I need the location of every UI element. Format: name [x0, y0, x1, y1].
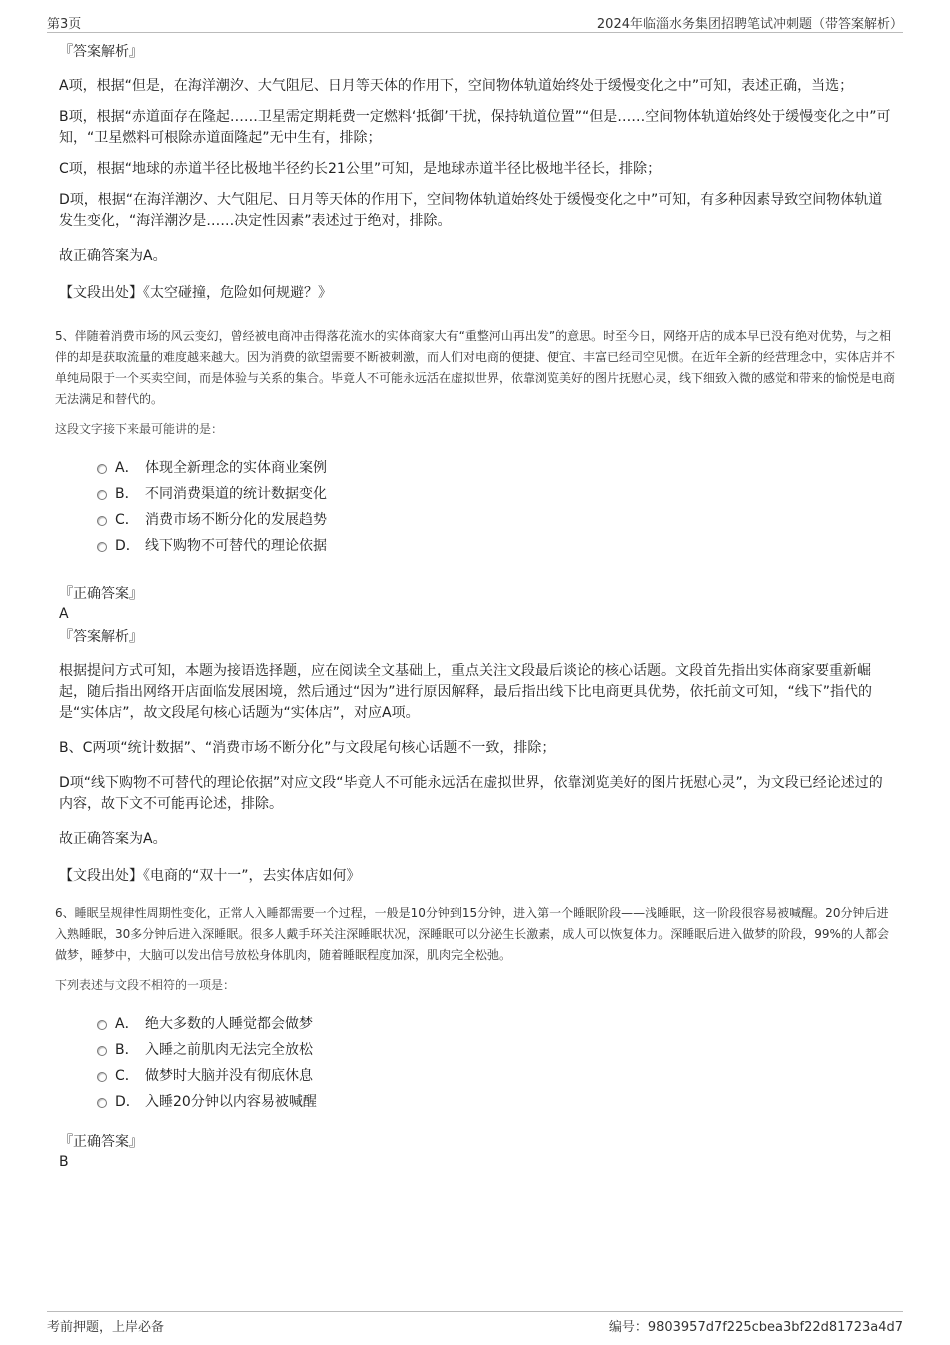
q6-prompt: 下列表述与文段不相符的一项是： [55, 978, 236, 992]
q4-analysis-c: C项，根据“地球的赤道半径比极地半径约长21公里”可知，是地球赤道半径比极地半径长，排除； [59, 161, 662, 177]
page-number: 第3页 [47, 17, 82, 32]
q4-analysis-label: 『答案解析』 [59, 44, 143, 60]
q4-analysis-b: B项，根据“赤道面存在隆起……卫星需定期耗费一定燃料‘抵御’干扰，保持轨道位置”“但是……空间物体轨道始终处于缓慢变化之中”可知，“卫星燃料可根除赤道面隆起”无中生有，排除； [59, 109, 891, 146]
radio-icon[interactable] [97, 464, 107, 474]
q5-options [95, 455, 895, 559]
q4-analysis-a: A项，根据“但是，在海洋潮汐、大气阻尼、日月等天体的作用下，空间物体轨道始终处于缓慢变化之中”可知，表述正确，当选； [59, 78, 854, 94]
q6-answer: B [59, 1154, 69, 1170]
q4-analysis-d: D项，根据“在海洋潮汐、大气阻尼、日月等天体的作用下，空间物体轨道始终处于缓慢变化之中”可知，有多种因素导致空间物体轨道发生变化，“海洋潮汐是……决定性因素”表述过于绝对，排除。 [59, 192, 883, 229]
q6-option-c[interactable]: C． 做梦时大脑并没有彻底休息 [95, 1063, 895, 1089]
radio-icon[interactable] [97, 1046, 107, 1056]
radio-icon[interactable] [97, 542, 107, 552]
q5-stem: 5、伴随着消费市场的风云变幻，曾经被电商冲击得落花流水的实体商家大有“重整河山再出发”的意思。时至今日，网络开店的成本早已没有绝对优势，与之相伴的却是获取流量的难度越来越大。因为消费的欲望需要不断被刺激，而人们对电商的便捷、便宜、丰富已经司空见惯。在近年全新的经营理念中，实体店并不单纯局限于一个买卖空间，而是体验与关系的集合。毕竟人不可能永远活在虚拟世界，依靠浏览美好的图片抚慰心灵，线下细致入微的感觉和带来的愉悦是电商无法满足和替代的。 [55, 329, 896, 406]
q6-options [95, 1011, 895, 1115]
q4-conclusion: 故正确答案为A。 [59, 248, 167, 264]
q5-analysis-bc: B、C两项“统计数据”、“消费市场不断分化”与文段尾句核心话题不一致，排除； [59, 740, 556, 756]
q5-option-d[interactable]: D． 线下购物不可替代的理论依据 [95, 533, 895, 559]
footer-slogan: 考前押题，上岸必备 [47, 1320, 165, 1335]
q5-option-a[interactable]: A． 体现全新理念的实体商业案例 [95, 455, 895, 481]
q5-conclusion: 故正确答案为A。 [59, 831, 167, 847]
q4-analysis [57, 76, 895, 267]
radio-icon[interactable] [97, 1098, 107, 1108]
q6-option-d[interactable]: D． 入睡20分钟以内容易被喊醒 [95, 1089, 895, 1115]
radio-icon[interactable] [97, 1020, 107, 1030]
q5-analysis-d: D项“线下购物不可替代的理论依据”对应文段“毕竟人不可能永远活在虚拟世界，依靠浏览美好的图片抚慰心灵”，为文段已经论述过的内容，故下文不可能再论述，排除。 [59, 775, 883, 812]
q6-option-b[interactable]: B． 入睡之前肌肉无法完全放松 [95, 1037, 895, 1063]
radio-icon[interactable] [97, 490, 107, 500]
q5-option-c[interactable]: C． 消费市场不断分化的发展趋势 [95, 507, 895, 533]
document-code: 编号：9803957d7f225cbea3bf22d81723a4d7 [608, 1320, 903, 1335]
document-body [55, 42, 895, 1175]
q4-source: 【文段出处】《太空碰撞，危险如何规避？》 [59, 285, 332, 301]
radio-icon[interactable] [97, 1072, 107, 1082]
q5-answer-label: 『正确答案』 [59, 586, 143, 602]
q6-answer-label: 『正确答案』 [59, 1134, 143, 1150]
q5-analysis-label: 『答案解析』 [59, 629, 143, 645]
page-footer [47, 1311, 903, 1334]
q5-prompt: 这段文字接下来最可能讲的是： [55, 422, 224, 436]
q6-stem: 6、睡眠呈规律性周期性变化，正常人入睡都需要一个过程，一般是10分钟到15分钟，进入第一个睡眠阶段——浅睡眠，这一阶段很容易被喊醒。20分钟后进入熟睡眠，30多分钟后进入深睡眠。很多人戴手环关注深睡眠状况，深睡眠可以分泌生长激素，成人可以恢复体力。深睡眠后进入做梦的阶段，99%的人都会做梦，睡梦中，大脑可以发出信号放松身体肌肉，随着睡眠程度加深，肌肉完全松弛。 [55, 906, 889, 962]
page-header [47, 10, 903, 33]
q5-analysis-main: 根据提问方式可知，本题为接语选择题，应在阅读全文基础上，重点关注文段最后谈论的核心话题。文段首先指出实体商家要重新崛起，随后指出网络开店面临发展困境，然后通过“因为”进行原因解释，最后指出线下比电商更具优势，依托前文可知，“线下”指代的是“实体店”，故文段尾句核心话题为“实体店”，对应A项。 [59, 663, 873, 721]
document-title: 2024年临淄水务集团招聘笔试冲刺题（带答案解析） [596, 17, 903, 32]
q5-option-b[interactable]: B． 不同消费渠道的统计数据变化 [95, 481, 895, 507]
q5-source: 【文段出处】《电商的“双十一”，去实体店如何》 [59, 868, 361, 884]
radio-icon[interactable] [97, 516, 107, 526]
q5-analysis [57, 661, 895, 850]
q6-option-a[interactable]: A． 绝大多数的人睡觉都会做梦 [95, 1011, 895, 1037]
q5-answer: A [59, 606, 69, 622]
